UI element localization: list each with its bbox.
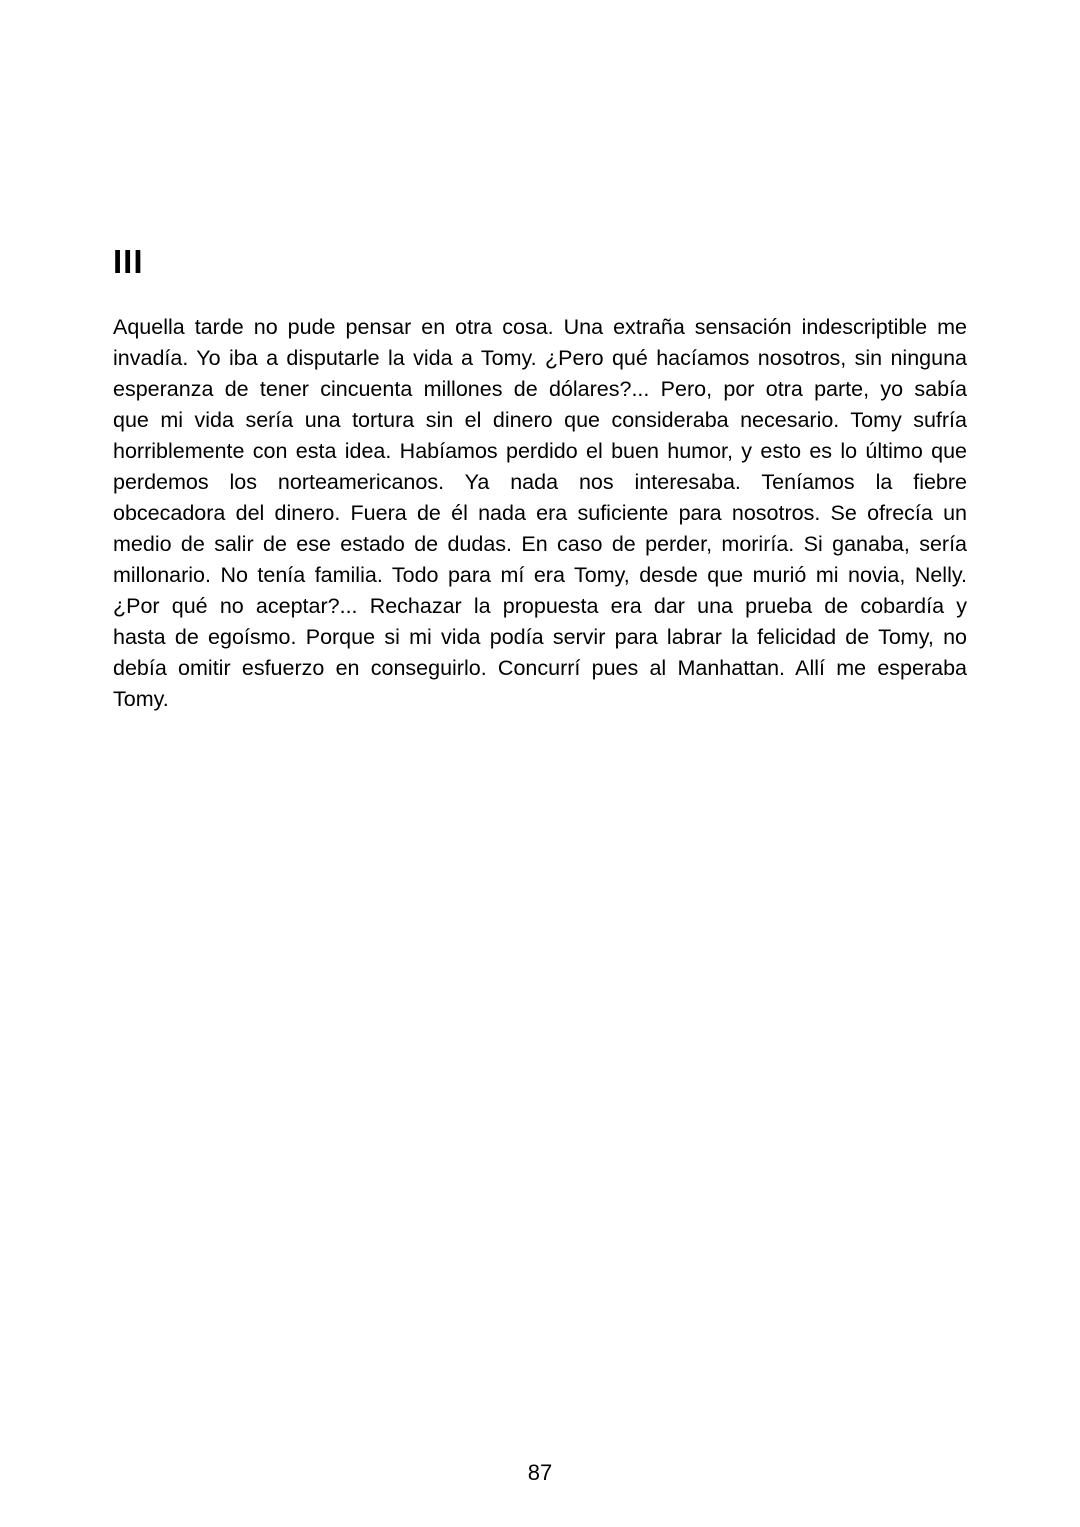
body-paragraph: Aquella tarde no pude pensar en otra cosa. Una extraña sensación indescriptible me invadía. Yo iba a disputarle la vida a Tomy. ¿Pero qué hacíamos nosotros, sin ninguna esperanza de tener cincuenta millones de dólares?... Pero, por otra parte, yo sabía que mi vida sería una tortura sin el dinero que consideraba necesario. Tomy sufría horriblemente con esta idea. Habíamos perdido el buen humor, y esto es lo último que perdemos los norteamericanos. Ya nada nos interesaba. Teníamos la fiebre obcecadora del dinero. Fuera de él nada era suficiente para nosotros. Se ofrecía un medio de salir de ese estado de dudas. En caso de perder, moriría. Si ganaba, sería millonario. No tenía familia. Todo para mí era Tomy, desde que murió mi novia, Nelly. ¿Por qué no aceptar?... Rechazar la propuesta era dar una prueba de cobardía y hasta de egoísmo. Porque si mi vida podía servir para labrar la felicidad de Tomy, no debía omitir esfuerzo en conseguirlo. Concurrí pues al Manhattan. Allí me esperaba Tomy.: [113, 315, 967, 711]
page-content: [113, 245, 967, 715]
page-number: 87: [527, 1460, 553, 1485]
page-footer: [0, 1461, 1080, 1485]
section-heading: III: [113, 243, 144, 280]
